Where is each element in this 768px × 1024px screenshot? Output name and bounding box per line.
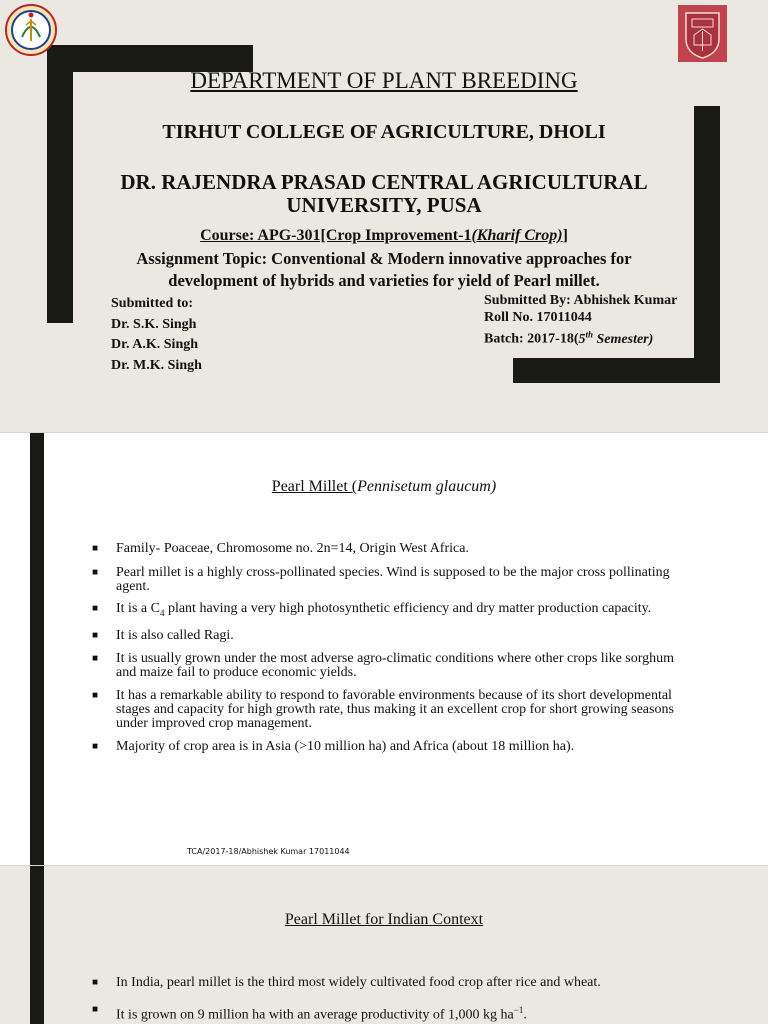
assignment-topic bbox=[80, 248, 688, 292]
list-item bbox=[92, 740, 692, 754]
bullet-text: Majority of crop area is in Asia (>10 million ha) and Africa (about 18 million ha). bbox=[116, 738, 575, 754]
bullet-icon: ■ bbox=[92, 603, 99, 614]
bullet-text: Family- Poaceae, Chromosome no. 2n=14, Origin West Africa. bbox=[116, 541, 469, 556]
title-italic: Pennisetum glaucum) bbox=[357, 478, 497, 495]
roll-number: Roll No. 17011044 bbox=[484, 310, 592, 325]
bullet-icon: ■ bbox=[92, 629, 99, 641]
unit-superscript: −1 bbox=[513, 1005, 524, 1015]
slide-footer: TCA/2017-18/Abhishek Kumar 17011044 bbox=[187, 847, 350, 856]
bullet-text: It is grown on 9 million ha with an average productivity of 1,000 kg ha bbox=[116, 1007, 514, 1023]
bullet-list bbox=[92, 542, 692, 754]
bullet-text: It is also called Ragi. bbox=[116, 627, 234, 643]
c4-subscript: 4 bbox=[159, 607, 165, 618]
topic-line-2: development of hybrids and varieties for yield of Pearl millet. bbox=[168, 271, 600, 290]
submitted-by-block bbox=[484, 292, 677, 348]
submitted-to-label: Submitted to: bbox=[111, 296, 194, 311]
university-line-2: UNIVERSITY, PUSA bbox=[286, 193, 482, 217]
bullet-icon: ■ bbox=[92, 740, 99, 752]
submitted-to-name: Dr. S.K. Singh bbox=[111, 316, 197, 332]
submitted-to-block bbox=[111, 294, 202, 376]
bullet-icon: ■ bbox=[92, 977, 99, 988]
bullet-list bbox=[92, 976, 692, 1023]
accent-bar bbox=[30, 433, 44, 865]
submitted-by: Submitted By: Abhishek Kumar bbox=[484, 293, 678, 308]
frame-bar-bottom bbox=[513, 358, 720, 383]
bullet-icon: ■ bbox=[92, 543, 99, 554]
frame-bar-left bbox=[47, 45, 73, 323]
batch bbox=[484, 326, 677, 348]
bullet-text: Pearl millet is a highly cross-pollinated species. Wind is supposed to be the major cross pollinating agent. bbox=[116, 565, 670, 594]
batch-semester bbox=[578, 329, 654, 347]
university-emblem-icon bbox=[4, 3, 58, 57]
slide-title bbox=[0, 478, 768, 496]
list-item bbox=[92, 652, 692, 680]
bullet-text-end: . bbox=[523, 1007, 527, 1023]
course-line bbox=[80, 227, 688, 245]
list-item bbox=[92, 689, 692, 731]
department-heading: DEPARTMENT OF PLANT BREEDING bbox=[190, 68, 578, 93]
list-item bbox=[92, 602, 692, 620]
title-slide bbox=[0, 0, 768, 432]
university-name bbox=[80, 171, 688, 217]
college-name: TIRHUT COLLEGE OF AGRICULTURE, DHOLI bbox=[162, 121, 606, 143]
bullet-text: It is a C bbox=[116, 601, 160, 616]
semester-ordinal: th bbox=[585, 329, 594, 339]
bullet-text: It has a remarkable ability to respond to favorable environments because of its short developmental stages and capacity for high growth rate, thus making it an excellent crop for short growing seasons under improved crop management. bbox=[116, 687, 674, 731]
bullet-icon: ■ bbox=[92, 652, 99, 664]
semester-text: Semester) bbox=[593, 331, 654, 347]
list-item bbox=[92, 976, 692, 990]
list-item bbox=[92, 566, 692, 594]
course-close: ] bbox=[562, 227, 568, 244]
frame-bar-right bbox=[694, 106, 720, 383]
bullet-text: It is usually grown under the most adverse agro-climatic conditions where other crops like sorghum and maize fail to produce economic yields. bbox=[116, 650, 675, 680]
university-line-1: DR. RAJENDRA PRASAD CENTRAL AGRICULTURAL bbox=[120, 170, 648, 194]
list-item bbox=[92, 542, 692, 556]
list-item bbox=[92, 1003, 692, 1023]
title-normal: Pearl Millet ( bbox=[271, 478, 358, 495]
list-item bbox=[92, 629, 692, 643]
bullet-text-cont: plant having a very high photosynthetic efficiency and dry matter production capacity. bbox=[164, 601, 652, 616]
batch-prefix: Batch: 2017-18( bbox=[484, 331, 579, 347]
topic-line-1: Assignment Topic: Conventional & Modern innovative approaches for bbox=[136, 249, 632, 268]
bullet-text: In India, pearl millet is the third most widely cultivated food crop after rice and wheat. bbox=[116, 975, 601, 990]
bullet-icon: ■ bbox=[92, 1004, 99, 1015]
college-crest-icon bbox=[678, 5, 727, 62]
bullet-icon: ■ bbox=[92, 689, 99, 701]
submitted-to-name: Dr. A.K. Singh bbox=[111, 337, 199, 352]
accent-bar bbox=[30, 866, 44, 1024]
submitted-to-name: Dr. M.K. Singh bbox=[111, 357, 202, 373]
semester-number: 5 bbox=[578, 331, 586, 347]
bullet-icon: ■ bbox=[92, 567, 99, 578]
slide-title: Pearl Millet for Indian Context bbox=[284, 911, 484, 928]
course-code: Course: APG-301[Crop Improvement-1 bbox=[200, 227, 472, 244]
course-season: (Kharif Crop) bbox=[471, 227, 563, 244]
